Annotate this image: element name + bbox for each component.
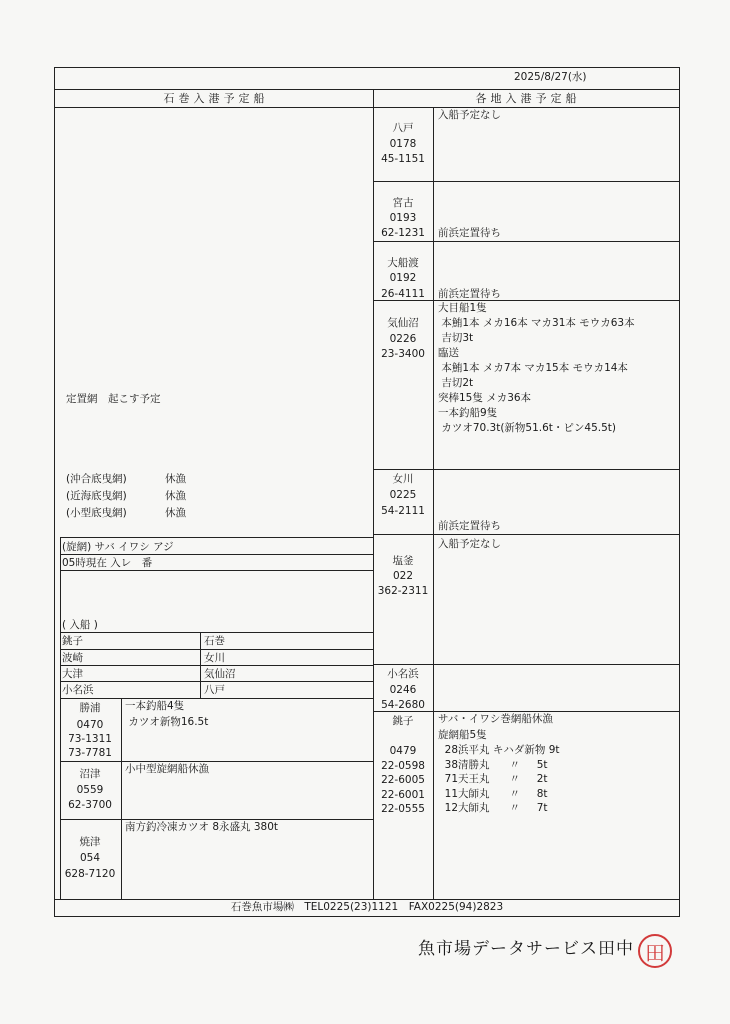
divider [200,632,201,698]
divider [373,664,680,665]
port-info: カツオ70.3t(新物51.6t・ピン45.5t) [438,422,617,434]
divider [54,89,680,90]
table-frame [54,67,680,917]
divider [60,761,373,762]
port-tel: 022 [392,570,414,582]
teichi-status: 定置網 起こす予定 [66,393,161,405]
entry-port: 八戸 [204,684,225,696]
port-info: 38清勝丸 〃 5t [438,759,548,771]
divider [60,698,373,699]
port-name: 焼津 [79,836,101,848]
entry-label: ( 入船 ) [62,619,98,631]
port-tel: 0225 [389,489,417,501]
port-info: 吉切3t [438,332,474,344]
port-info: 入船予定なし [438,109,501,121]
trawl-status: 休漁 [165,473,186,485]
divider [373,181,680,182]
port-tel: 23-3400 [381,348,425,360]
divider [60,819,373,820]
port-info: 28浜平丸 キハダ新物 9t [438,744,560,756]
port-name: 勝浦 [79,702,101,714]
port-tel: 628-7120 [64,868,116,880]
divider [60,649,373,650]
trawl-name: (近海底曳網) [66,490,127,502]
port-name: 女川 [392,473,414,485]
divider [54,899,680,900]
port-tel: 45-1151 [381,153,425,165]
entry-port: 大津 [62,668,83,680]
port-tel: 362-2311 [377,585,429,597]
port-info: 一本釣船9隻 [438,407,498,419]
port-tel: 0246 [389,684,417,696]
trawl-name: (沖合底曳網) [66,473,127,485]
port-tel: 22-6005 [381,774,425,786]
right-section-header: 各地入港予定船 [475,92,581,105]
port-info: 大目船1隻 [438,302,487,314]
makiami-time: 05時現在 入レ 番 [62,557,153,569]
port-info: 小中型旋網船休漁 [125,763,209,775]
report-date: 2025/8/27(水) [514,71,587,83]
seal-stamp [638,934,672,968]
port-info: 前浜定置待ち [438,520,501,532]
divider [373,241,680,242]
port-tel: 54-2680 [381,699,425,711]
port-info: 11大師丸 〃 8t [438,788,548,800]
entry-port: 女川 [204,652,225,664]
port-info: カツオ新物16.5t [125,716,209,728]
port-name: 銚子 [392,715,414,727]
entry-port: 銚子 [62,635,83,647]
port-tel: 0559 [76,784,104,796]
port-tel: 62-3700 [68,799,112,811]
port-tel: 0479 [389,745,417,757]
entry-port: 小名浜 [62,684,94,696]
port-tel: 73-1311 [68,733,112,745]
stamp-char: 田 [645,941,665,965]
divider [60,665,373,666]
divider [60,554,373,555]
divider [60,570,373,571]
port-tel: 62-1231 [381,227,425,239]
port-info: 本鮪1本 メカ16本 マカ31本 モウカ63本 [438,317,635,329]
entry-port: 石巻 [204,635,225,647]
divider [54,107,680,108]
port-name: 塩釜 [392,555,414,567]
port-info: 12大師丸 〃 7t [438,802,548,814]
port-tel: 22-0598 [381,760,425,772]
footer-contact: 石巻魚市場㈱ TEL0225(23)1121 FAX0225(94)2823 [230,901,504,913]
port-info: 臨送 [438,347,459,359]
port-tel: 54-2111 [381,505,425,517]
divider [373,300,680,301]
port-tel: 0226 [389,333,417,345]
port-tel: 0193 [389,212,417,224]
port-info: 南方釣冷凍カツオ 8永盛丸 380t [125,821,279,833]
divider [60,537,373,538]
port-info: 前浜定置待ち [438,227,501,239]
port-tel: 0470 [76,719,104,731]
divider [60,681,373,682]
port-tel: 054 [79,852,101,864]
entry-port: 波崎 [62,652,83,664]
port-tel: 0178 [389,138,417,150]
trawl-status: 休漁 [165,507,186,519]
port-name: 沼津 [79,768,101,780]
port-name: 小名浜 [387,668,419,680]
divider [60,632,373,633]
entry-port: 気仙沼 [204,668,236,680]
port-info: 本鮪1本 メカ7本 マカ15本 モウカ14本 [438,362,628,374]
port-info: 突棒15隻 メカ36本 [438,392,532,404]
port-tel: 73-7781 [68,747,112,759]
port-info: 入船予定なし [438,538,501,550]
port-name: 気仙沼 [387,317,419,329]
port-name: 大船渡 [387,257,419,269]
signature: 魚市場データサービス田中 [418,939,634,959]
port-name: 八戸 [392,122,414,134]
left-section-header: 石巻入港予定船 [163,92,269,105]
makiami-label: (旋網) サバ イワシ アジ [62,541,174,553]
trawl-status: 休漁 [165,490,186,502]
port-info: 旋網船5隻 [438,729,487,741]
port-tel: 22-6001 [381,789,425,801]
port-info: サバ・イワシ巻網船休漁 [438,713,553,725]
port-info: 前浜定置待ち [438,288,501,300]
port-info: 71天王丸 〃 2t [438,773,548,785]
trawl-name: (小型底曳網) [66,507,127,519]
port-name: 宮古 [392,197,414,209]
port-info: 吉切2t [438,377,474,389]
port-tel: 22-0555 [381,803,425,815]
port-info: 一本釣船4隻 [125,700,185,712]
divider [433,107,434,899]
port-tel: 0192 [389,272,417,284]
divider [373,534,680,535]
divider [373,469,680,470]
divider [373,711,680,712]
port-tel: 26-4111 [381,288,425,300]
divider [121,698,122,899]
